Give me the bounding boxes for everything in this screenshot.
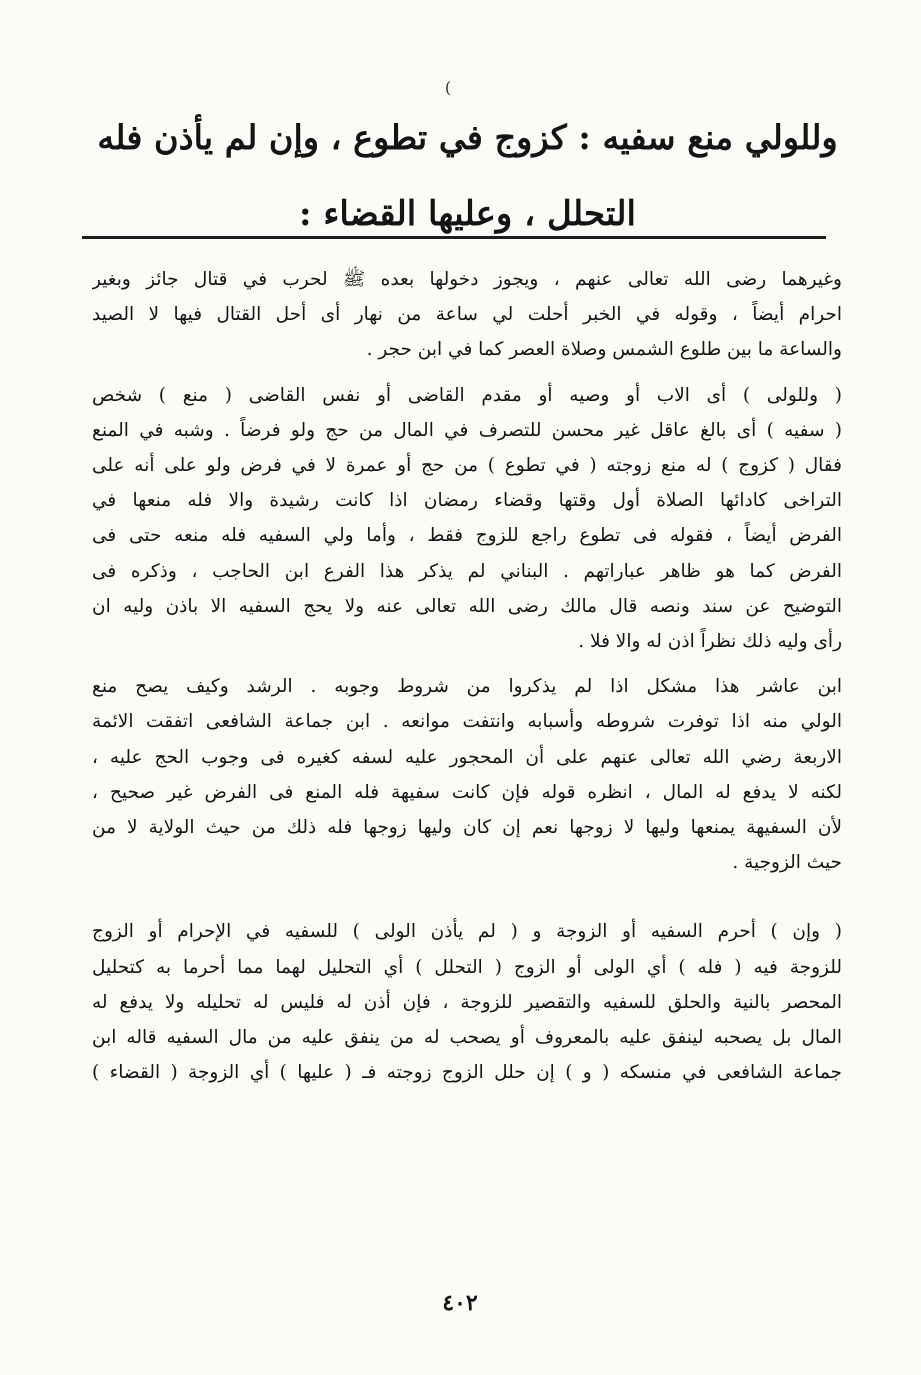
text-line: الفرض كما هو ظاهر عباراتهم . البناني لم يذكر هذا الفرع ابن الحاجب ، وذكره فى: [92, 560, 842, 582]
commentary-body: [92, 262, 842, 1090]
matn-line: التحلل ، وعليها القضاء :: [299, 194, 636, 234]
text-line: وغيرهما رضى الله تعالى عنهم ، ويجوز دخولها بعده ﷺ لحرب في قتال جائز وبغير: [92, 269, 842, 290]
top-mark: (: [444, 78, 452, 97]
text-line: المال بل يصحبه لينفق عليه بالمعروف أو يصحب له من ينفق عليه من مال السفيه قاله ابن: [92, 1027, 842, 1049]
text-line: حيث الزوجية .: [732, 852, 842, 874]
paragraph: [92, 378, 842, 660]
text-line: المحصر بالنية والحلق للسفيه والتقصير للزوجة ، فإن أذن له فليس له تحليله ولا يدفع له: [92, 991, 842, 1013]
text-line: جماعة الشافعى في منسكه ( و ) إن حلل الزوج زوجته فـ ( عليها ) أي الزوجة ( القضاء ): [92, 1062, 842, 1084]
paragraph: [92, 914, 842, 1090]
heading-divider: [82, 236, 826, 239]
matn-line: وللولي منع سفيه : كزوج في تطوع ، وإن لم يأذن فله: [97, 118, 838, 157]
text-line: لكنه لا يدفع له المال ، انظره قوله فإن كانت سفيهة فله المنع فى الفرض غير صحيح ،: [92, 781, 842, 803]
text-line: الفرض أيضاً ، فقوله فى تطوع راجع للزوج فقط ، وأما ولي السفيه فله منعه حتى فى: [92, 525, 842, 547]
paragraph: [92, 669, 842, 880]
text-line: الاربعة رضي الله تعالى عنهم على أن المحجور عليه لسفه كغيره فى وجوب الحج عليه ،: [92, 746, 842, 768]
text-line: رأى وليه ذلك نظراً اذن له والا فلا .: [578, 631, 842, 653]
text-line: ابن عاشر هذا مشكل اذا لم يذكروا من شروط وجوبه . الرشد وكيف يصح منع: [92, 676, 842, 698]
paragraph: [92, 262, 842, 368]
text-line: احرام أيضاً ، وقوله في الخبر أحلت لي ساعة من نهار أى أحل القتال فيها لا الصيد: [92, 304, 842, 326]
text-line: والساعة ما بين طلوع الشمس وصلاة العصر كما في ابن حجر .: [366, 339, 842, 361]
text-line: التراخى كادائها الصلاة أول وقتها وقضاء رمضان اذا كانت رشيدة والا فله منعها في: [92, 490, 842, 512]
text-line: ( وللولى ) أى الاب أو وصيه أو مقدم القاضى أو نفس القاضى ( منع ) شخص: [92, 384, 842, 406]
text-line: ( سفيه ) أى بالغ عاقل غير محسن للتصرف في المال من حج ولو فرضاً . وشبه في المنع: [92, 419, 842, 441]
page-number: ٤٠٢: [442, 1290, 478, 1316]
text-line: للزوجة فيه ( فله ) أي الولى أو الزوج ( التحلل ) أي التحليل لهما مما أحرما به كتحليل: [92, 956, 842, 978]
text-line: فقال ( كزوج ) له منع زوجته ( في تطوع ) من حج أو عمرة لا في فرض ولو على أنه على: [92, 455, 842, 477]
text-line: الولي منه اذا توفرت شروطه وأسبابه وانتفت موانعه . ابن جماعة الشافعى اتفقت الائمة: [92, 711, 842, 733]
text-line: ( وإن ) أحرم السفيه أو الزوجة و ( لم يأذن الولى ) للسفيه في الإحرام أو الزوج: [92, 921, 842, 943]
text-line: لأن السفيهة يمنعها وليها لا زوجها نعم إن كان وليها زوجها فله ذلك من حيث الولاية لا من: [92, 817, 842, 839]
text-line: التوضيح عن سند ونصه قال مالك رضى الله تعالى عنه ولا يحج السفيه الا باذن وليه ان: [92, 595, 842, 617]
matn-heading: [95, 100, 840, 252]
